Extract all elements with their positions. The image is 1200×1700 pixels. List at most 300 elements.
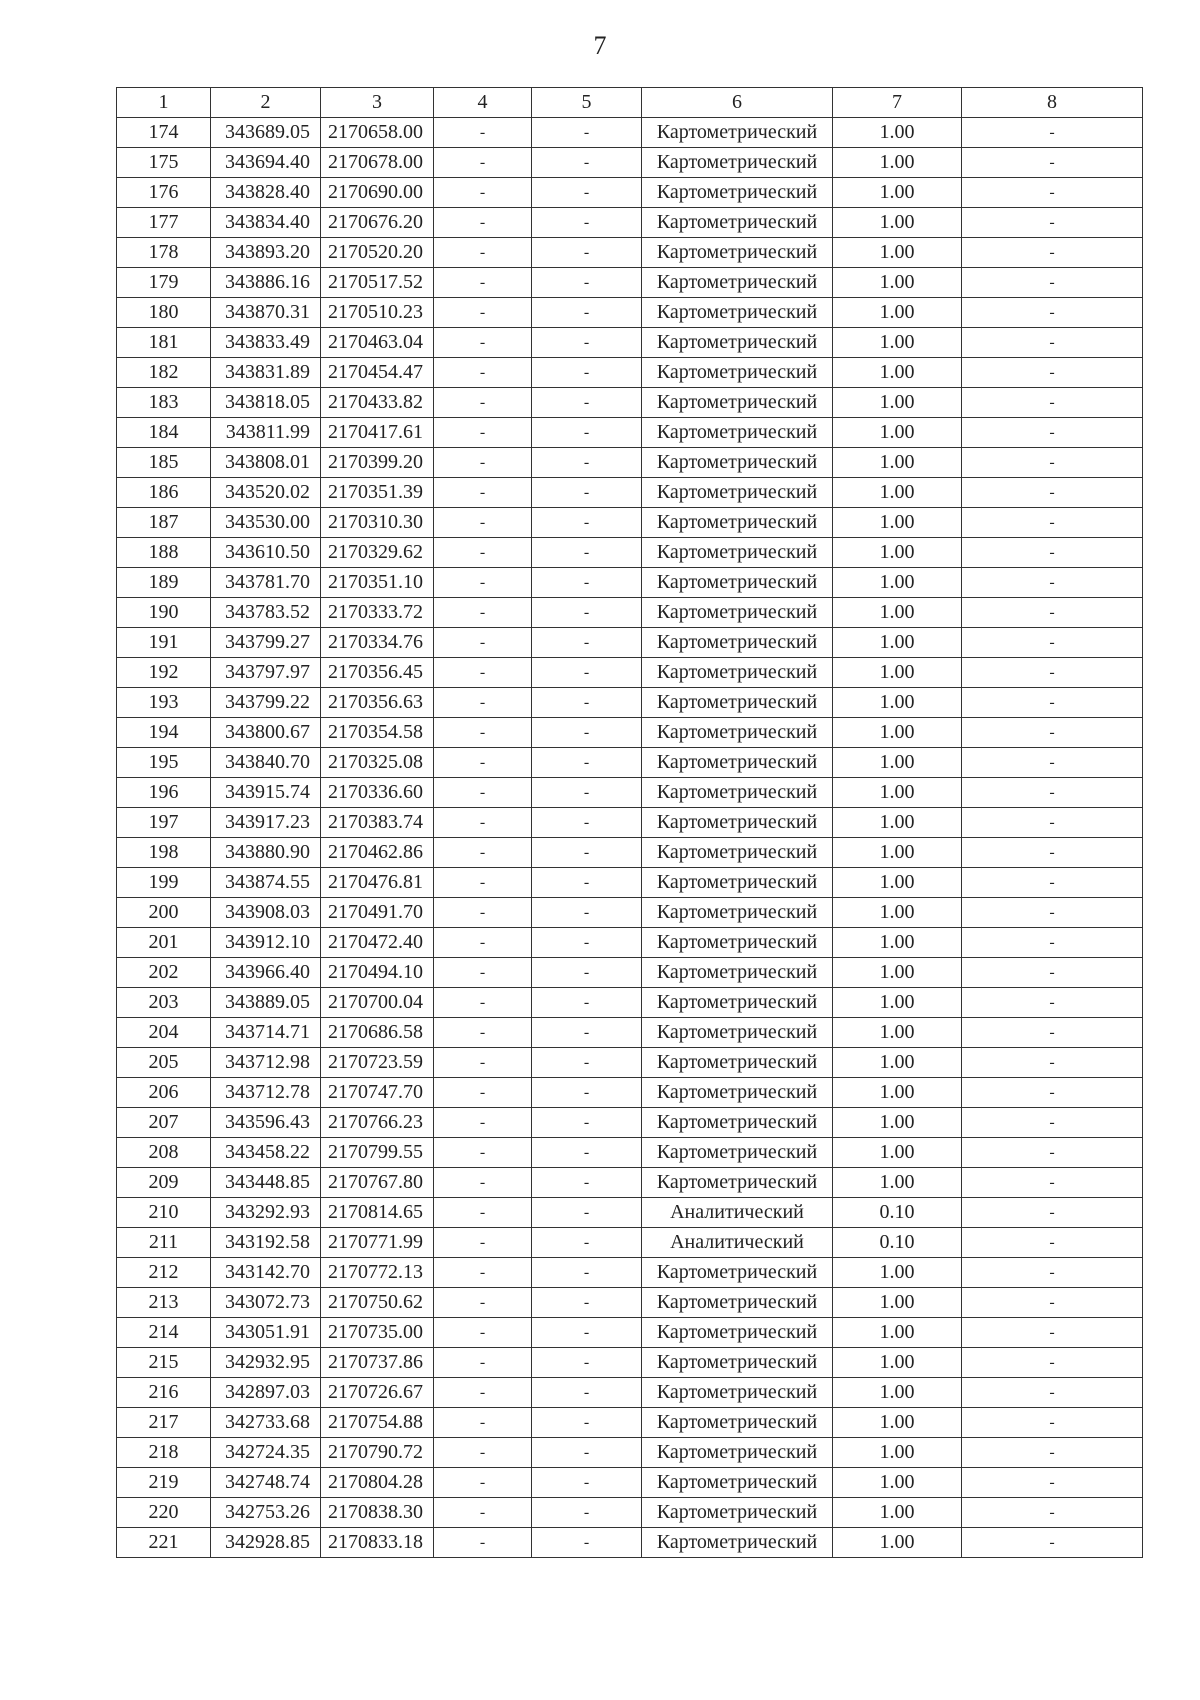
cell-method: Картометрический: [642, 688, 833, 718]
cell-col-5: -: [532, 808, 642, 838]
cell-accuracy: 1.00: [833, 988, 962, 1018]
cell-x-coordinate: 343781.70: [211, 568, 321, 598]
cell-point-number: 212: [117, 1258, 211, 1288]
cell-method: Картометрический: [642, 268, 833, 298]
cell-method: Картометрический: [642, 238, 833, 268]
cell-col-8: -: [962, 1258, 1143, 1288]
cell-col-5: -: [532, 1258, 642, 1288]
table-row: [117, 238, 1143, 268]
table-row: [117, 688, 1143, 718]
cell-accuracy: 0.10: [833, 1228, 962, 1258]
table-row: [117, 568, 1143, 598]
cell-y-coordinate: 2170351.10: [321, 568, 434, 598]
table-row: [117, 748, 1143, 778]
cell-method: Картометрический: [642, 1378, 833, 1408]
cell-method: Картометрический: [642, 1108, 833, 1138]
table-row: [117, 1018, 1143, 1048]
cell-method: Картометрический: [642, 808, 833, 838]
cell-y-coordinate: 2170737.86: [321, 1348, 434, 1378]
cell-accuracy: 1.00: [833, 1468, 962, 1498]
table-row: [117, 298, 1143, 328]
cell-col-4: -: [434, 628, 532, 658]
cell-y-coordinate: 2170417.61: [321, 418, 434, 448]
cell-col-5: -: [532, 988, 642, 1018]
cell-col-4: -: [434, 538, 532, 568]
cell-x-coordinate: 343799.27: [211, 628, 321, 658]
cell-method: Картометрический: [642, 1438, 833, 1468]
cell-col-5: -: [532, 1438, 642, 1468]
cell-x-coordinate: 343811.99: [211, 418, 321, 448]
table-row: [117, 268, 1143, 298]
cell-x-coordinate: 343870.31: [211, 298, 321, 328]
cell-col-4: -: [434, 838, 532, 868]
cell-accuracy: 1.00: [833, 838, 962, 868]
cell-col-4: -: [434, 1438, 532, 1468]
cell-col-5: -: [532, 538, 642, 568]
cell-y-coordinate: 2170351.39: [321, 478, 434, 508]
cell-x-coordinate: 343712.78: [211, 1078, 321, 1108]
cell-y-coordinate: 2170767.80: [321, 1168, 434, 1198]
cell-accuracy: 1.00: [833, 1348, 962, 1378]
cell-point-number: 215: [117, 1348, 211, 1378]
cell-col-4: -: [434, 868, 532, 898]
cell-col-5: -: [532, 1018, 642, 1048]
cell-y-coordinate: 2170399.20: [321, 448, 434, 478]
cell-col-4: -: [434, 1258, 532, 1288]
cell-accuracy: 1.00: [833, 628, 962, 658]
cell-method: Картометрический: [642, 1498, 833, 1528]
cell-method: Картометрический: [642, 1258, 833, 1288]
cell-y-coordinate: 2170676.20: [321, 208, 434, 238]
cell-x-coordinate: 342733.68: [211, 1408, 321, 1438]
table-row: [117, 1318, 1143, 1348]
cell-col-4: -: [434, 508, 532, 538]
cell-col-5: -: [532, 658, 642, 688]
cell-x-coordinate: 343051.91: [211, 1318, 321, 1348]
cell-col-5: -: [532, 898, 642, 928]
cell-x-coordinate: 343831.89: [211, 358, 321, 388]
cell-x-coordinate: 343712.98: [211, 1048, 321, 1078]
cell-col-5: -: [532, 778, 642, 808]
table-row: [117, 718, 1143, 748]
table-row: [117, 358, 1143, 388]
cell-x-coordinate: 343840.70: [211, 748, 321, 778]
cell-point-number: 213: [117, 1288, 211, 1318]
cell-accuracy: 1.00: [833, 658, 962, 688]
cell-y-coordinate: 2170433.82: [321, 388, 434, 418]
cell-accuracy: 1.00: [833, 328, 962, 358]
cell-col-8: -: [962, 1528, 1143, 1558]
table-row: [117, 1138, 1143, 1168]
cell-col-8: -: [962, 928, 1143, 958]
table-row: [117, 838, 1143, 868]
cell-col-5: -: [532, 1198, 642, 1228]
table-row: [117, 1108, 1143, 1138]
cell-col-5: -: [532, 1528, 642, 1558]
cell-point-number: 182: [117, 358, 211, 388]
cell-y-coordinate: 2170463.04: [321, 328, 434, 358]
cell-accuracy: 1.00: [833, 418, 962, 448]
column-header-8: 8: [962, 88, 1143, 118]
cell-y-coordinate: 2170462.86: [321, 838, 434, 868]
cell-x-coordinate: 343834.40: [211, 208, 321, 238]
cell-x-coordinate: 343966.40: [211, 958, 321, 988]
cell-col-8: -: [962, 268, 1143, 298]
cell-accuracy: 1.00: [833, 1498, 962, 1528]
cell-col-4: -: [434, 718, 532, 748]
cell-col-8: -: [962, 478, 1143, 508]
cell-col-8: -: [962, 1078, 1143, 1108]
table-row: [117, 208, 1143, 238]
cell-accuracy: 1.00: [833, 268, 962, 298]
cell-accuracy: 1.00: [833, 298, 962, 328]
cell-y-coordinate: 2170747.70: [321, 1078, 434, 1108]
cell-col-5: -: [532, 568, 642, 598]
cell-col-4: -: [434, 1018, 532, 1048]
cell-col-5: -: [532, 1168, 642, 1198]
cell-point-number: 186: [117, 478, 211, 508]
table-row: [117, 148, 1143, 178]
cell-method: Картометрический: [642, 478, 833, 508]
cell-point-number: 194: [117, 718, 211, 748]
coordinates-table: [116, 87, 1143, 1558]
cell-col-4: -: [434, 748, 532, 778]
cell-point-number: 199: [117, 868, 211, 898]
cell-accuracy: 1.00: [833, 778, 962, 808]
cell-col-8: -: [962, 1198, 1143, 1228]
cell-point-number: 178: [117, 238, 211, 268]
table-row: [117, 478, 1143, 508]
cell-point-number: 179: [117, 268, 211, 298]
cell-y-coordinate: 2170310.30: [321, 508, 434, 538]
cell-point-number: 211: [117, 1228, 211, 1258]
cell-col-8: -: [962, 1348, 1143, 1378]
cell-method: Картометрический: [642, 598, 833, 628]
cell-col-5: -: [532, 1108, 642, 1138]
cell-col-4: -: [434, 1498, 532, 1528]
cell-accuracy: 1.00: [833, 958, 962, 988]
cell-method: Картометрический: [642, 1168, 833, 1198]
cell-y-coordinate: 2170766.23: [321, 1108, 434, 1138]
cell-y-coordinate: 2170510.23: [321, 298, 434, 328]
cell-col-5: -: [532, 448, 642, 478]
cell-accuracy: 1.00: [833, 1318, 962, 1348]
table-row: [117, 448, 1143, 478]
cell-col-8: -: [962, 1408, 1143, 1438]
cell-x-coordinate: 343192.58: [211, 1228, 321, 1258]
cell-point-number: 218: [117, 1438, 211, 1468]
cell-col-4: -: [434, 1528, 532, 1558]
cell-accuracy: 1.00: [833, 868, 962, 898]
cell-y-coordinate: 2170356.63: [321, 688, 434, 718]
cell-col-8: -: [962, 808, 1143, 838]
cell-col-4: -: [434, 358, 532, 388]
cell-point-number: 174: [117, 118, 211, 148]
table-row: [117, 898, 1143, 928]
cell-method: Картометрический: [642, 358, 833, 388]
cell-y-coordinate: 2170838.30: [321, 1498, 434, 1528]
cell-col-4: -: [434, 238, 532, 268]
cell-col-4: -: [434, 658, 532, 688]
cell-x-coordinate: 343818.05: [211, 388, 321, 418]
cell-col-8: -: [962, 778, 1143, 808]
cell-x-coordinate: 343912.10: [211, 928, 321, 958]
cell-x-coordinate: 342897.03: [211, 1378, 321, 1408]
table-row: [117, 388, 1143, 418]
cell-y-coordinate: 2170799.55: [321, 1138, 434, 1168]
cell-col-5: -: [532, 508, 642, 538]
cell-point-number: 177: [117, 208, 211, 238]
cell-point-number: 200: [117, 898, 211, 928]
cell-accuracy: 1.00: [833, 1018, 962, 1048]
cell-col-8: -: [962, 688, 1143, 718]
cell-col-8: -: [962, 1048, 1143, 1078]
cell-method: Картометрический: [642, 328, 833, 358]
cell-col-5: -: [532, 388, 642, 418]
cell-col-5: -: [532, 1318, 642, 1348]
cell-col-5: -: [532, 148, 642, 178]
cell-x-coordinate: 343874.55: [211, 868, 321, 898]
cell-col-8: -: [962, 238, 1143, 268]
cell-y-coordinate: 2170700.04: [321, 988, 434, 1018]
table-row: [117, 1048, 1143, 1078]
table-row: [117, 1468, 1143, 1498]
cell-y-coordinate: 2170750.62: [321, 1288, 434, 1318]
cell-x-coordinate: 343458.22: [211, 1138, 321, 1168]
cell-y-coordinate: 2170735.00: [321, 1318, 434, 1348]
cell-y-coordinate: 2170336.60: [321, 778, 434, 808]
cell-method: Картометрический: [642, 1348, 833, 1378]
cell-col-8: -: [962, 148, 1143, 178]
table-row: [117, 808, 1143, 838]
column-header-4: 4: [434, 88, 532, 118]
cell-y-coordinate: 2170686.58: [321, 1018, 434, 1048]
table-row: [117, 1498, 1143, 1528]
cell-method: Картометрический: [642, 1138, 833, 1168]
cell-point-number: 195: [117, 748, 211, 778]
cell-col-8: -: [962, 508, 1143, 538]
cell-col-8: -: [962, 1228, 1143, 1258]
cell-col-5: -: [532, 238, 642, 268]
cell-method: Картометрический: [642, 178, 833, 208]
cell-accuracy: 1.00: [833, 448, 962, 478]
cell-x-coordinate: 343448.85: [211, 1168, 321, 1198]
cell-y-coordinate: 2170520.20: [321, 238, 434, 268]
table-row: [117, 1288, 1143, 1318]
cell-x-coordinate: 343783.52: [211, 598, 321, 628]
cell-col-8: -: [962, 1288, 1143, 1318]
cell-x-coordinate: 343689.05: [211, 118, 321, 148]
cell-y-coordinate: 2170356.45: [321, 658, 434, 688]
table-row: [117, 1078, 1143, 1108]
cell-point-number: 181: [117, 328, 211, 358]
cell-accuracy: 1.00: [833, 238, 962, 268]
cell-accuracy: 1.00: [833, 1048, 962, 1078]
cell-col-4: -: [434, 1288, 532, 1318]
cell-col-8: -: [962, 1138, 1143, 1168]
cell-col-8: -: [962, 1438, 1143, 1468]
cell-x-coordinate: 343808.01: [211, 448, 321, 478]
cell-accuracy: 1.00: [833, 388, 962, 418]
cell-method: Картометрический: [642, 658, 833, 688]
cell-method: Картометрический: [642, 118, 833, 148]
table-row: [117, 598, 1143, 628]
cell-col-4: -: [434, 598, 532, 628]
cell-col-8: -: [962, 418, 1143, 448]
cell-point-number: 176: [117, 178, 211, 208]
column-header-6: 6: [642, 88, 833, 118]
cell-col-8: -: [962, 568, 1143, 598]
cell-col-4: -: [434, 1408, 532, 1438]
column-header-1: 1: [117, 88, 211, 118]
cell-x-coordinate: 343520.02: [211, 478, 321, 508]
cell-method: Картометрический: [642, 958, 833, 988]
cell-x-coordinate: 343072.73: [211, 1288, 321, 1318]
cell-method: Картометрический: [642, 1048, 833, 1078]
cell-col-8: -: [962, 958, 1143, 988]
cell-x-coordinate: 342724.35: [211, 1438, 321, 1468]
table-row: [117, 1438, 1143, 1468]
cell-col-4: -: [434, 958, 532, 988]
cell-method: Картометрический: [642, 748, 833, 778]
cell-method: Картометрический: [642, 628, 833, 658]
cell-y-coordinate: 2170833.18: [321, 1528, 434, 1558]
table-row: [117, 178, 1143, 208]
cell-col-8: -: [962, 1498, 1143, 1528]
cell-col-8: -: [962, 298, 1143, 328]
cell-point-number: 197: [117, 808, 211, 838]
cell-col-8: -: [962, 1108, 1143, 1138]
cell-col-5: -: [532, 118, 642, 148]
cell-col-5: -: [532, 868, 642, 898]
cell-method: Картометрический: [642, 418, 833, 448]
cell-method: Картометрический: [642, 298, 833, 328]
cell-col-5: -: [532, 958, 642, 988]
cell-col-5: -: [532, 358, 642, 388]
cell-y-coordinate: 2170690.00: [321, 178, 434, 208]
cell-col-8: -: [962, 598, 1143, 628]
cell-point-number: 207: [117, 1108, 211, 1138]
cell-accuracy: 0.10: [833, 1198, 962, 1228]
cell-y-coordinate: 2170678.00: [321, 148, 434, 178]
cell-col-5: -: [532, 838, 642, 868]
table-row: [117, 988, 1143, 1018]
cell-point-number: 216: [117, 1378, 211, 1408]
cell-method: Картометрический: [642, 1078, 833, 1108]
cell-x-coordinate: 343292.93: [211, 1198, 321, 1228]
cell-point-number: 201: [117, 928, 211, 958]
cell-method: Картометрический: [642, 448, 833, 478]
cell-col-5: -: [532, 1078, 642, 1108]
cell-col-8: -: [962, 118, 1143, 148]
cell-col-5: -: [532, 688, 642, 718]
table-row: [117, 1168, 1143, 1198]
cell-col-4: -: [434, 388, 532, 418]
cell-x-coordinate: 343908.03: [211, 898, 321, 928]
cell-point-number: 205: [117, 1048, 211, 1078]
cell-x-coordinate: 343886.16: [211, 268, 321, 298]
cell-col-8: -: [962, 1468, 1143, 1498]
cell-col-8: -: [962, 328, 1143, 358]
cell-accuracy: 1.00: [833, 1078, 962, 1108]
cell-col-8: -: [962, 898, 1143, 928]
cell-method: Картометрический: [642, 928, 833, 958]
cell-accuracy: 1.00: [833, 598, 962, 628]
cell-col-8: -: [962, 658, 1143, 688]
cell-col-4: -: [434, 928, 532, 958]
cell-accuracy: 1.00: [833, 898, 962, 928]
cell-y-coordinate: 2170333.72: [321, 598, 434, 628]
table-row: [117, 1198, 1143, 1228]
cell-x-coordinate: 343833.49: [211, 328, 321, 358]
cell-col-5: -: [532, 1228, 642, 1258]
table-row: [117, 658, 1143, 688]
cell-col-4: -: [434, 328, 532, 358]
cell-col-8: -: [962, 838, 1143, 868]
column-header-2: 2: [211, 88, 321, 118]
cell-point-number: 206: [117, 1078, 211, 1108]
cell-point-number: 220: [117, 1498, 211, 1528]
cell-col-5: -: [532, 628, 642, 658]
cell-col-4: -: [434, 988, 532, 1018]
cell-x-coordinate: 342932.95: [211, 1348, 321, 1378]
cell-col-4: -: [434, 1078, 532, 1108]
cell-col-8: -: [962, 1318, 1143, 1348]
cell-point-number: 219: [117, 1468, 211, 1498]
cell-col-5: -: [532, 598, 642, 628]
cell-col-5: -: [532, 718, 642, 748]
cell-x-coordinate: 343917.23: [211, 808, 321, 838]
cell-point-number: 183: [117, 388, 211, 418]
cell-y-coordinate: 2170325.08: [321, 748, 434, 778]
cell-accuracy: 1.00: [833, 1168, 962, 1198]
cell-y-coordinate: 2170814.65: [321, 1198, 434, 1228]
cell-method: Картометрический: [642, 388, 833, 418]
cell-y-coordinate: 2170472.40: [321, 928, 434, 958]
cell-col-5: -: [532, 1498, 642, 1528]
cell-col-4: -: [434, 478, 532, 508]
cell-col-4: -: [434, 418, 532, 448]
cell-accuracy: 1.00: [833, 208, 962, 238]
cell-col-8: -: [962, 718, 1143, 748]
cell-accuracy: 1.00: [833, 718, 962, 748]
table-row: [117, 1258, 1143, 1288]
cell-col-5: -: [532, 1468, 642, 1498]
cell-point-number: 198: [117, 838, 211, 868]
cell-method: Картометрический: [642, 208, 833, 238]
cell-point-number: 190: [117, 598, 211, 628]
cell-point-number: 221: [117, 1528, 211, 1558]
cell-point-number: 184: [117, 418, 211, 448]
cell-point-number: 187: [117, 508, 211, 538]
cell-col-4: -: [434, 1378, 532, 1408]
cell-col-5: -: [532, 208, 642, 238]
cell-x-coordinate: 343828.40: [211, 178, 321, 208]
cell-method: Аналитический: [642, 1228, 833, 1258]
cell-point-number: 193: [117, 688, 211, 718]
table-row: [117, 1228, 1143, 1258]
cell-point-number: 204: [117, 1018, 211, 1048]
cell-col-5: -: [532, 1378, 642, 1408]
cell-method: Картометрический: [642, 148, 833, 178]
cell-x-coordinate: 343142.70: [211, 1258, 321, 1288]
cell-accuracy: 1.00: [833, 1138, 962, 1168]
cell-point-number: 188: [117, 538, 211, 568]
cell-y-coordinate: 2170454.47: [321, 358, 434, 388]
cell-point-number: 185: [117, 448, 211, 478]
cell-x-coordinate: 343915.74: [211, 778, 321, 808]
cell-col-8: -: [962, 988, 1143, 1018]
